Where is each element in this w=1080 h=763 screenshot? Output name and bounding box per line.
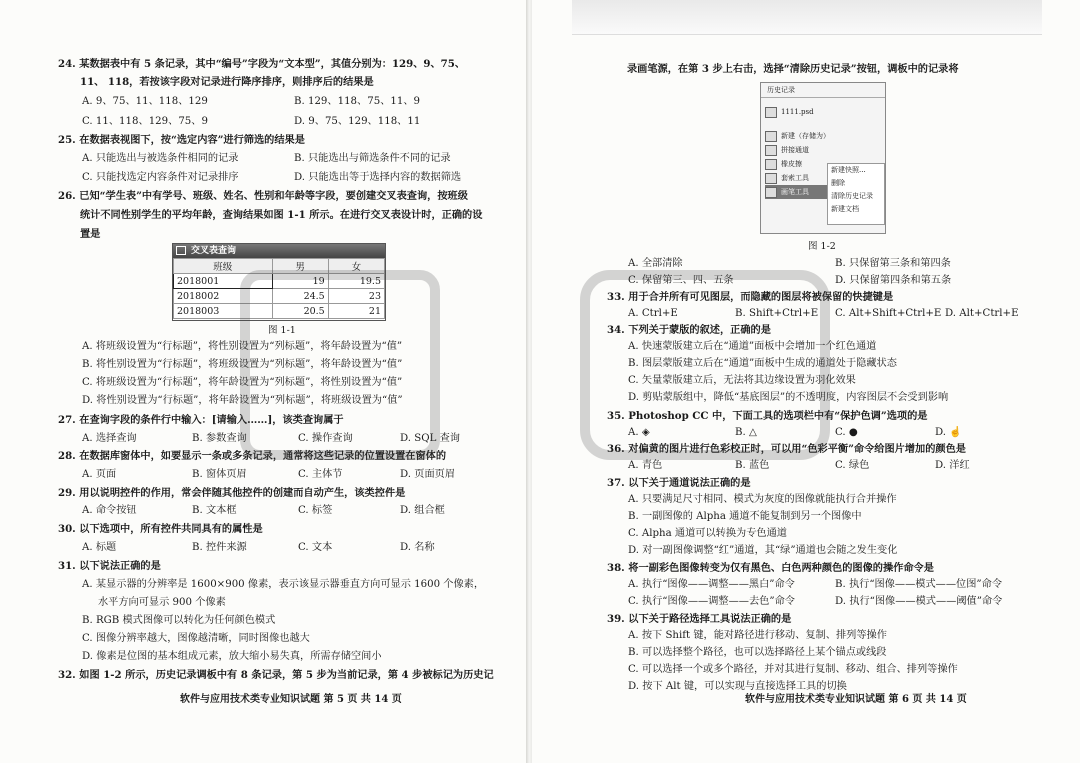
q24-option-a: A. 9、75、11、118、129: [82, 96, 208, 107]
q26-option-c: C. 将班级设置为“行标题”，将年龄设置为“列标题”，将性别设置为“值”: [82, 377, 403, 388]
history-row: 套索工具: [765, 171, 845, 185]
q27-option-c: C. 操作查询: [298, 433, 353, 444]
q29-stem: 29. 用以说明控件的作用，常会伴随其他控件的创建而自动产生，该类控件是: [58, 487, 406, 499]
q31-option-d: D. 像素是位图的基本组成元素，放大缩小易失真，所需存储空间小: [82, 651, 382, 662]
q25-stem: 25. 在数据表视图下，按“选定内容”进行筛选的结果是: [58, 134, 305, 146]
q32-stem: 32. 如图 1-2 所示，历史记录调板中有 8 条记录，第 5 步为当前记录，第 4 步被标记为历史记: [58, 669, 494, 681]
q31-option-a-line1: A. 某显示器的分辨率是 1600×900 像素，表示该显示器垂直方向可显示 1600 个像素，: [82, 579, 485, 590]
q31-option-c: C. 图像分辨率越大，图像越清晰，同时图像也越大: [82, 633, 310, 644]
q39-stem: 39. 以下关于路径选择工具说法正确的是: [607, 613, 792, 625]
q37-option-a: A. 只要满足尺寸相同、模式为灰度的图像就能执行合并操作: [628, 494, 897, 505]
table-cell: 24.5: [272, 289, 328, 304]
q26-line3: 置是: [80, 228, 101, 240]
q36-option-b: B. 蓝色: [735, 460, 770, 471]
q35-option-b: B. △: [735, 427, 757, 438]
history-context-menu: [827, 163, 885, 225]
q24-option-b: B. 129、118、75、11、9: [294, 96, 421, 107]
q25-option-d: D. 只能选出等于选择内容的数据筛选: [294, 172, 462, 183]
paint-bucket-icon: ◈: [641, 427, 650, 438]
history-row: 橡皮擦: [765, 157, 845, 171]
lasso-icon: [765, 173, 777, 184]
table-cell: 21: [328, 304, 384, 319]
q38-option-c: C. 执行“图像——调整——去色”命令: [628, 596, 795, 607]
crosstab-header-male: 男: [272, 259, 328, 274]
q31-option-a-line2: 水平方向可显示 900 个像素: [98, 597, 226, 608]
q28-stem: 28. 在数据库窗体中，如要显示一条或多条记录，通常将这些记录的位置设置在窗体的: [58, 450, 447, 462]
table-cell: 2018001: [174, 274, 273, 289]
q33-option-b: B. Shift+Ctrl+E: [735, 308, 819, 319]
q33-option-d: D. Alt+Ctrl+E: [945, 308, 1019, 319]
left-page-footer: 软件与应用技术类专业知识试题 第 5 页 共 14 页: [180, 694, 402, 705]
scanner-edge: [572, 0, 1042, 35]
table-cell: 19.5: [328, 274, 384, 289]
q26-option-d: D. 将性别设置为“行标题”，将年龄设置为“列标题”，将班级设置为“值”: [82, 395, 403, 406]
figure-caption-1-2: 图 1-2: [808, 241, 836, 252]
q33-stem: 33. 用于合并所有可见图层，而隐藏的图层将被保留的快捷键是: [607, 291, 894, 303]
q39-option-a: A. 按下 Shift 键，能对路径进行移动、复制、排列等操作: [628, 630, 887, 641]
table-cell: 20.5: [272, 304, 328, 319]
q27-option-a: A. 选择查询: [82, 433, 137, 444]
q32-option-a: A. 全部清除: [628, 258, 683, 269]
q30-option-d: D. 名称: [400, 542, 435, 553]
q25-option-c: C. 只能找选定内容条件对记录排序: [82, 172, 239, 183]
q38-stem: 38. 将一副彩色图像转变为仅有黑色、白色两种颜色的图像的操作命令是: [607, 562, 934, 574]
crosstab-header-class: 班级: [174, 259, 273, 274]
q26-line2: 统计不同性别学生的平均年龄，查询结果如图 1-1 所示。在进行交叉表设计时，正确的设: [80, 209, 483, 221]
q34-option-c: C. 矢量蒙版建立后，无法将其边缘设置为羽化效果: [628, 375, 856, 386]
smudge-tool-icon: ☝: [949, 427, 962, 438]
q32-option-c: C. 保留第三、四、五条: [628, 275, 734, 286]
document-icon: [765, 131, 777, 142]
history-row: 拼接通道: [765, 143, 845, 157]
q36-option-d: D. 洋红: [935, 460, 970, 471]
q27-stem: 27. 在查询字段的条件行中输入：[请输入……]，该类查询属于: [58, 414, 344, 426]
q29-option-a: A. 命令按钮: [82, 505, 137, 516]
q28-option-c: C. 主体节: [298, 469, 343, 480]
q26-option-b: B. 将性别设置为“行标题”，将班级设置为“列标题”，将年龄设置为“值”: [82, 359, 403, 370]
q37-option-b: B. 一副图像的 Alpha 通道不能复制到另一个图像中: [628, 511, 862, 522]
menu-item[interactable]: 删除: [831, 179, 845, 187]
history-row: 新建（存储为）: [765, 129, 845, 143]
q36-stem: 36. 对偏黄的图片进行色彩校正时，可以用“色彩平衡”命令给图片增加的颜色是: [607, 443, 966, 455]
snapshot-icon: [765, 107, 777, 118]
q24-line2: 11、 118，若按该字段对记录进行降序排序，则排序后的结果是: [80, 76, 374, 88]
menu-item[interactable]: 清除历史记录: [831, 192, 873, 200]
triangle-tool-icon: △: [748, 427, 757, 438]
q35-option-d: D. ☝: [935, 427, 962, 438]
q31-option-b: B. RGB 模式图像可以转化为任何颜色模式: [82, 615, 276, 626]
q34-option-d: D. 剪贴蒙版组中，降低“基底图层”的不透明度，内容图层不会受到影响: [628, 392, 949, 403]
crosstab-title-bar: [173, 244, 385, 258]
table-cell: 2018003: [174, 304, 273, 319]
q30-stem: 30. 以下选项中，所有控件共同具有的属性是: [58, 523, 263, 535]
q28-option-a: A. 页面: [82, 469, 117, 480]
history-row: 1111.psd: [765, 105, 845, 119]
q35-stem: 35. Photoshop CC 中，下面工具的选项栏中有“保护色调”选项的是: [607, 410, 928, 422]
brush-icon: [765, 187, 777, 198]
history-panel-title: 历史记录: [761, 83, 885, 98]
q34-option-b: B. 图层蒙版建立后在“通道”面板中生成的通道处于隐藏状态: [628, 358, 897, 369]
q26-option-a: A. 将班级设置为“行标题”，将性别设置为“列标题”，将年龄设置为“值”: [82, 341, 403, 352]
q28-option-d: D. 页面页眉: [400, 469, 456, 480]
crosstab-title: 交叉表查询: [191, 246, 237, 256]
q24-option-d: D. 9、75、129、118、11: [294, 116, 421, 127]
q39-option-d: D. 按下 Alt 键，可以实现与直接选择工具的切换: [628, 681, 847, 692]
q27-option-b: B. 参数查询: [192, 433, 247, 444]
q32-option-d: D. 只保留第四条和第五条: [835, 275, 952, 286]
q38-option-a: A. 执行“图像——调整——黑白”命令: [628, 579, 795, 590]
q34-stem: 34. 下列关于蒙版的叙述，正确的是: [607, 324, 771, 336]
q33-option-c: C. Alt+Shift+Ctrl+E: [835, 308, 942, 319]
right-page-footer: 软件与应用技术类专业知识试题 第 6 页 共 14 页: [745, 694, 967, 705]
q34-option-a: A. 快速蒙版建立后在“通道”面板中会增加一个红色通道: [628, 341, 877, 352]
q25-option-b: B. 只能选出与筛选条件不同的记录: [294, 153, 451, 164]
q30-option-a: A. 标题: [82, 542, 117, 553]
q25-option-a: A. 只能选出与被选条件相同的记录: [82, 153, 239, 164]
watermark-shape: [240, 270, 440, 460]
figure-caption-1-1: 图 1-1: [268, 325, 296, 336]
q39-option-b: B. 可以选择整个路径，也可以选择路径上某个锚点或线段: [628, 647, 887, 658]
q29-option-c: C. 标签: [298, 505, 333, 516]
history-row-selected: 画笔工具: [765, 185, 845, 199]
history-panel-figure: [760, 82, 886, 234]
q37-option-c: C. Alpha 通道可以转换为专色通道: [628, 528, 787, 539]
watermark-shape: [580, 270, 830, 460]
q35-option-c: C. ●: [835, 427, 858, 438]
q36-option-c: C. 绿色: [835, 460, 870, 471]
q36-option-a: A. 青色: [628, 460, 663, 471]
q24-option-c: C. 11、118、129、75、9: [82, 116, 208, 127]
eraser-icon: [765, 159, 777, 170]
q28-option-b: B. 窗体页眉: [192, 469, 247, 480]
table-cell: 19: [272, 274, 328, 289]
q29-option-d: D. 组合框: [400, 505, 445, 516]
q31-stem: 31. 以下说法正确的是: [58, 560, 161, 572]
q37-stem: 37. 以下关于通道说法正确的是: [607, 477, 751, 489]
q38-option-b: B. 执行“图像——模式——位图”命令: [835, 579, 1003, 590]
menu-item[interactable]: 新建文档: [831, 205, 859, 213]
query-icon: [176, 246, 186, 255]
table-cell: 2018002: [174, 289, 273, 304]
menu-item[interactable]: 新建快照...: [831, 166, 866, 174]
table-cell: 23: [328, 289, 384, 304]
q39-option-c: C. 可以选择一个或多个路径，并对其进行复制、移动、组合、排列等操作: [628, 664, 958, 675]
q24-line1: 24. 某数据表中有 5 条记录，其中“编号”字段为“文本型”，其值分别为：129、9、75、: [58, 58, 466, 70]
crosstab-header-female: 女: [328, 259, 384, 274]
q27-option-d: D. SQL 查询: [400, 433, 460, 444]
document-icon: [765, 145, 777, 156]
dodge-tool-icon: ●: [848, 427, 858, 438]
q33-option-a: A. Ctrl+E: [628, 308, 678, 319]
q29-option-b: B. 文本框: [192, 505, 237, 516]
q30-option-b: B. 控件来源: [192, 542, 247, 553]
q26-line1: 26. 已知“学生表”中有学号、班级、姓名、性别和年龄等字段，要创建交叉表查询，按班级: [58, 190, 468, 202]
q37-option-d: D. 对一副图像调整“红”通道，其“绿”通道也会随之发生变化: [628, 545, 898, 556]
q32-continuation: 录画笔源，在第 3 步上右击，选择“清除历史记录”按钮，调板中的记录将: [627, 63, 959, 75]
q35-option-a: A. ◈: [628, 427, 650, 438]
q30-option-c: C. 文本: [298, 542, 333, 553]
q32-option-b: B. 只保留第三条和第四条: [835, 258, 951, 269]
q38-option-d: D. 执行“图像——模式——阈值”命令: [835, 596, 1003, 607]
